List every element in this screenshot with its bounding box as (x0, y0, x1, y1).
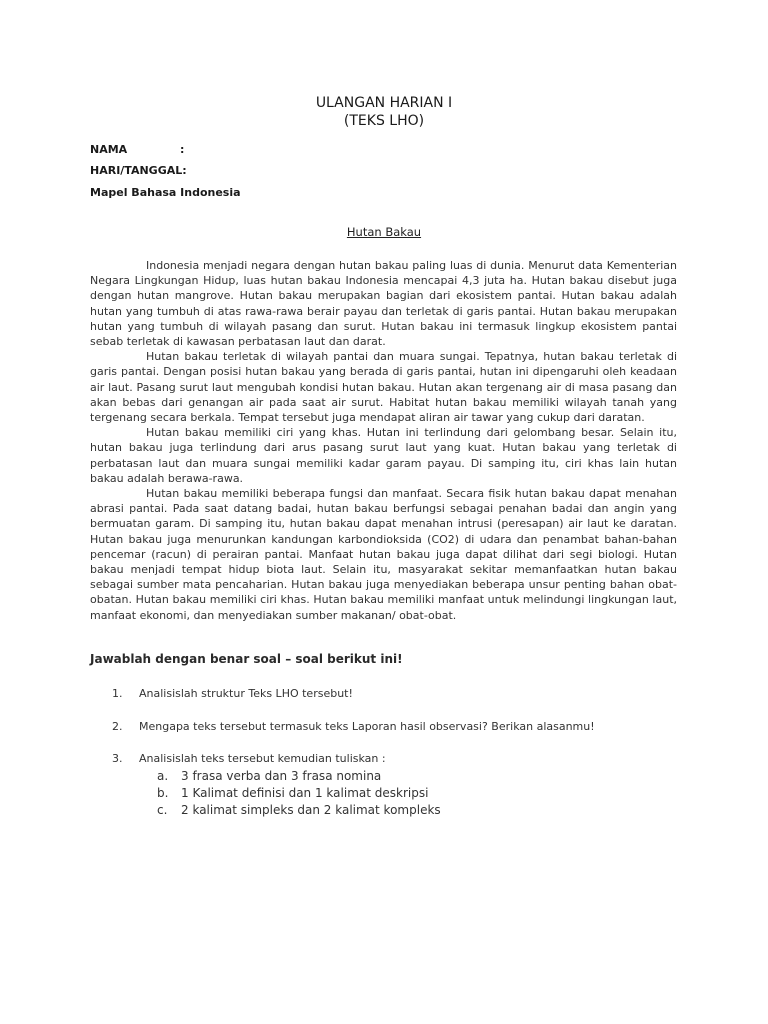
subitem-text: 1 Kalimat definisi dan 1 kalimat deskripsi (181, 786, 429, 800)
question-number: 1. (112, 687, 123, 700)
nama-field (90, 143, 185, 156)
question-number: 2. (112, 720, 123, 733)
paragraph-4: Hutan bakau memiliki beberapa fungsi dan manfaat. Secara fisik hutan bakau dapat menahan abrasi pantai. Pada saat datang badai, hutan bakau berfungsi sebagai penahan badai dan angin yang bermuatan garam. Di samping itu, hutan bakau dapat menahan intrusi (peresapan) air laut ke daratan. Hutan bakau juga menurunkan kandungan karbondioksida (CO2) di udara dan penambat bahan-bahan pencemar (racun) di perairan pantai. Manfaat hutan bakau juga dapat dilihat dari segi biologi. Hutan bakau menjadi tempat hidup biota laut. Selain itu, masyarakat sekitar memanfaatkan hutan bakau sebagai sumber mata pencaharian. Hutan bakau juga menyediakan beberapa unsur penting bahan obat-obatan. Hutan bakau memiliki ciri khas. Hutan bakau memiliki manfaat untuk melindungi lingkungan laut, manfaat ekonomi, dan menyediakan sumber makanan/ obat-obat. (90, 487, 677, 622)
hari-tanggal-label: HARI/TANGGAL: (90, 164, 187, 177)
paragraph-2: Hutan bakau terletak di wilayah pantai dan muara sungai. Tepatnya, hutan bakau terletak di garis pantai. Dengan posisi hutan bakau yang berada di garis pantai, hutan ini dipengaruhi oleh keadaan air laut. Pasang surut laut mengubah kondisi hutan bakau. Hutan akan tergenang air di masa pasang dan akan bebas dari genangan air pada saat air surut. Habitat hutan bakau memiliki wilayah tanah yang tergenang secara berkala. Tempat tersebut juga mendapat aliran air tawar yang cukup dari daratan. (90, 350, 677, 425)
subitem-text: 2 kalimat simpleks dan 2 kalimat kompleks (181, 803, 441, 817)
title-line-1: ULANGAN HARIAN I (315, 95, 453, 111)
instruction-heading: Jawablah dengan benar soal – soal berikut ini! (90, 652, 403, 666)
subitem-letter: b. (157, 786, 169, 800)
hari-tanggal-field (90, 164, 187, 177)
question-1 (112, 687, 353, 700)
paragraph-1: Indonesia menjadi negara dengan hutan bakau paling luas di dunia. Menurut data Kementerian Negara Lingkungan Hidup, luas hutan bakau Indonesia mencapai 4,3 juta ha. Hutan bakau disebut juga dengan hutan mangrove. Hutan bakau merupakan bagian dari ekosistem pantai. Hutan bakau adalah hutan yang tumbuh di atas rawa-rawa berair payau dan terletak di garis pantai. Hutan bakau merupakan hutan yang tumbuh di wilayah pasang dan surut. Hutan bakau ini termasuk lingkup ekosistem pantai sebab terletak di kawasan perbatasan laut dan darat. (90, 259, 677, 349)
question-number: 3. (112, 752, 123, 765)
question-text: Mengapa teks tersebut termasuk teks Laporan hasil observasi? Berikan alasanmu! (139, 720, 595, 733)
subitem-b (157, 786, 428, 800)
subitem-letter: a. (157, 769, 169, 783)
document-title (0, 94, 768, 130)
article-body (90, 258, 677, 623)
question-text: Analisislah teks tersebut kemudian tuliskan : (139, 752, 386, 765)
subitem-c (157, 803, 441, 817)
title-line-2: (TEKS LHO) (343, 113, 425, 129)
nama-colon: : (180, 143, 185, 156)
nama-label: NAMA (90, 143, 128, 156)
mapel-field (90, 186, 241, 199)
subitem-text: 3 frasa verba dan 3 frasa nomina (181, 769, 382, 783)
subitem-letter: c. (157, 803, 168, 817)
mapel-label: Mapel Bahasa Indonesia (90, 186, 241, 199)
subitem-a (157, 769, 381, 783)
text-title: Hutan Bakau (346, 225, 422, 239)
question-text: Analisislah struktur Teks LHO tersebut! (139, 687, 353, 700)
question-2 (112, 720, 595, 733)
question-3 (112, 752, 386, 765)
paragraph-3: Hutan bakau memiliki ciri yang khas. Hutan ini terlindung dari gelombang besar. Selain itu, hutan bakau juga terlindung dari arus pasang surut laut yang kuat. Hutan bakau yang terletak di perbatasan laut dan muara sungai memiliki kadar garam payau. Di samping itu, ciri khas lain hutan bakau adalah berawa-rawa. (90, 426, 677, 485)
